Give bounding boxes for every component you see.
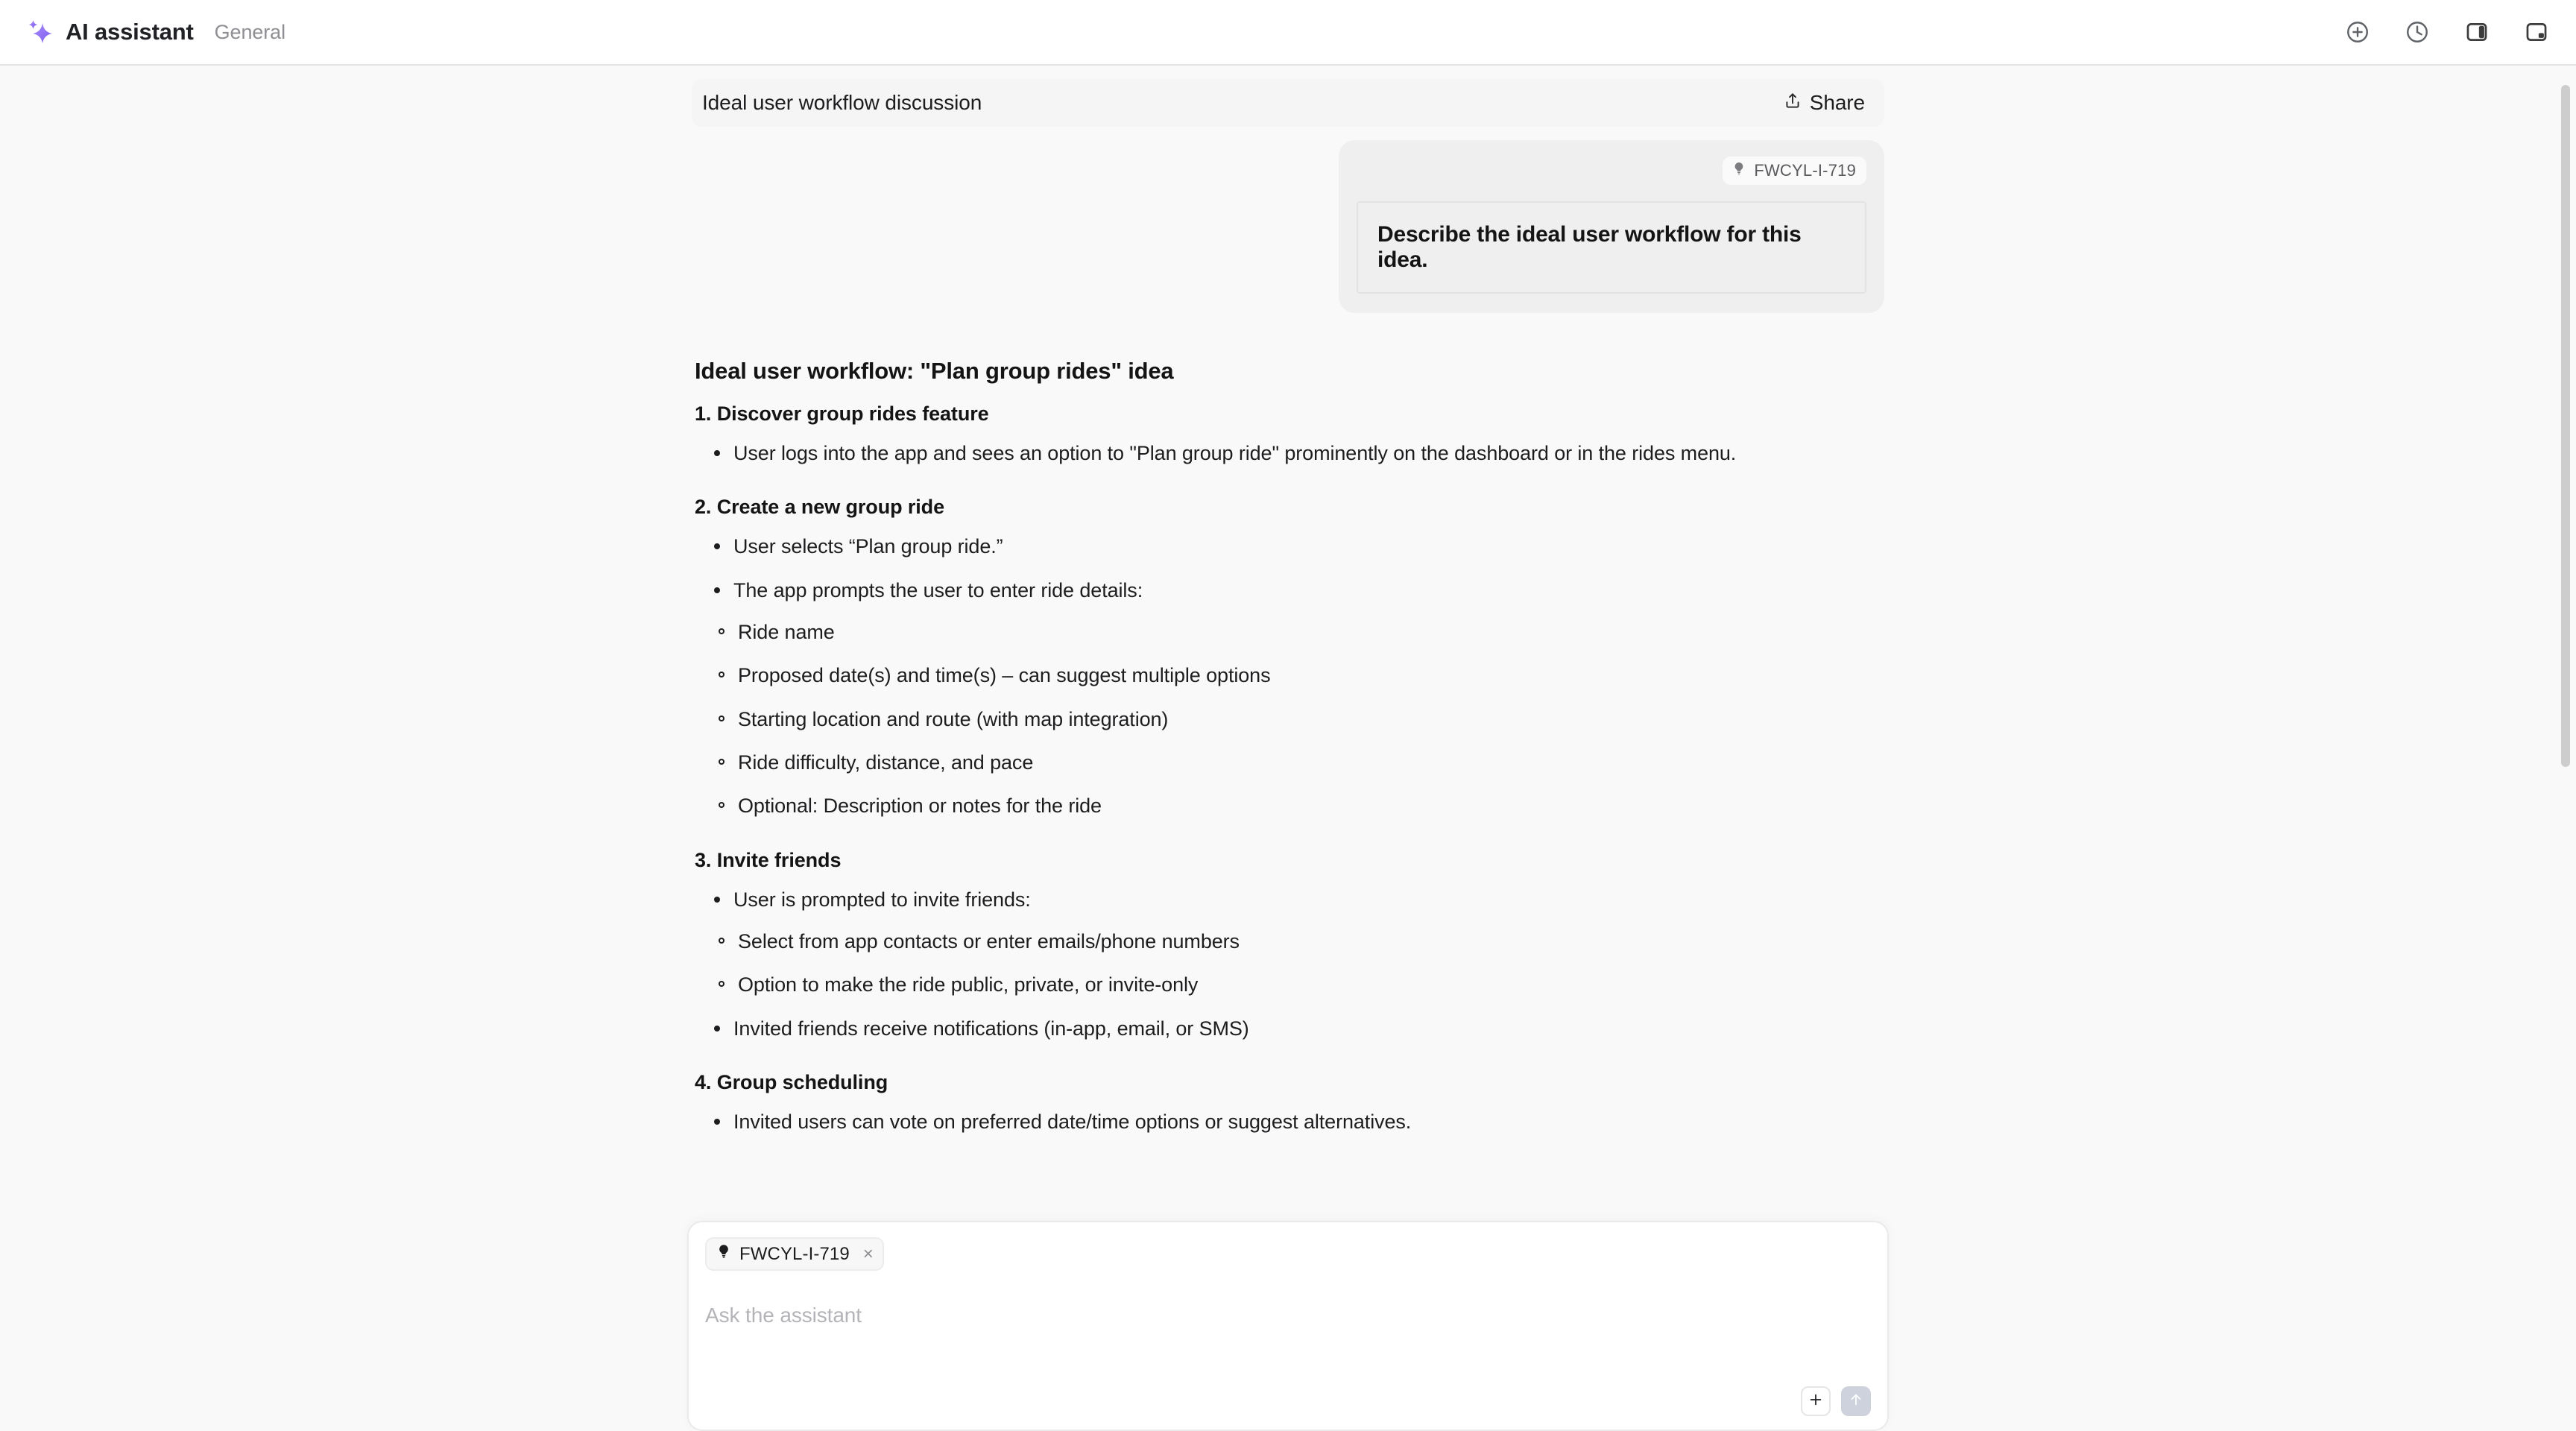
- composer[interactable]: [687, 1221, 1889, 1431]
- top-bar: [0, 0, 2576, 66]
- composer-idea-chip[interactable]: [705, 1237, 884, 1271]
- conversation-column: [692, 66, 1884, 1136]
- user-message-text: Describe the ideal user workflow for this idea.: [1357, 201, 1866, 294]
- close-icon[interactable]: ×: [862, 1243, 874, 1264]
- lightbulb-icon: [1731, 161, 1746, 180]
- user-message-row: [692, 140, 1884, 313]
- arrow-up-icon: [1848, 1391, 1864, 1412]
- answer-sub-list: [695, 618, 1881, 821]
- share-upload-icon: [1783, 91, 1802, 116]
- brand: [25, 17, 285, 47]
- answer-section-list: [695, 1108, 1881, 1136]
- list-item: Option to make the ride public, private, or invite-only: [738, 970, 1881, 999]
- app-title: AI assistant: [66, 19, 194, 45]
- user-message-bubble: [1339, 140, 1884, 313]
- list-item: Select from app contacts or enter emails/phone numbers: [738, 927, 1881, 955]
- plus-icon: [1808, 1391, 1824, 1412]
- answer-section-heading: 4. Group scheduling: [695, 1070, 888, 1093]
- list-item: User selects “Plan group ride.”: [733, 532, 1881, 560]
- composer-input[interactable]: Ask the assistant: [705, 1304, 862, 1327]
- user-message-badge-row: [1357, 157, 1866, 185]
- list-item: Invited users can vote on preferred date/time options or suggest alternatives.: [733, 1108, 1881, 1136]
- idea-reference-chip[interactable]: [1723, 157, 1866, 185]
- list-item: User logs into the app and sees an option to "Plan group ride" prominently on the dashboard or in the rides menu.: [733, 439, 1881, 467]
- assistant-answer: [692, 358, 1884, 1136]
- list-item: Optional: Description or notes for the ride: [738, 792, 1881, 820]
- list-item: The app prompts the user to enter ride details:: [733, 576, 1881, 604]
- sparkle-icon: [25, 17, 55, 47]
- attach-button[interactable]: [1801, 1386, 1831, 1416]
- scrollbar-thumb[interactable]: [2561, 85, 2570, 767]
- panel-right-icon[interactable]: [2463, 18, 2491, 46]
- share-button[interactable]: [1783, 91, 1865, 116]
- composer-chip-label: FWCYL-I-719: [739, 1243, 850, 1264]
- answer-section-heading: 1. Discover group rides feature: [695, 402, 989, 425]
- answer-section-list: [695, 885, 1881, 914]
- share-label: Share: [1809, 91, 1865, 114]
- plus-circle-icon[interactable]: [2343, 18, 2372, 46]
- send-button[interactable]: [1841, 1386, 1871, 1416]
- list-item: Ride name: [738, 618, 1881, 646]
- answer-section-heading: 3. Invite friends: [695, 848, 842, 871]
- list-item: User is prompted to invite friends:: [733, 885, 1881, 914]
- list-item: Invited friends receive notifications (in-app, email, or SMS): [733, 1014, 1881, 1043]
- list-item: Ride difficulty, distance, and pace: [738, 748, 1881, 777]
- scrollbar-track[interactable]: [2555, 66, 2576, 1431]
- composer-actions: [705, 1386, 1871, 1416]
- top-bar-actions: [2343, 18, 2551, 46]
- list-item: Starting location and route (with map integration): [738, 705, 1881, 733]
- lightbulb-icon: [716, 1243, 732, 1265]
- conversation-header: [692, 79, 1884, 127]
- app-subtitle: General: [214, 20, 285, 43]
- answer-section-list: [695, 439, 1881, 467]
- answer-section-heading: 2. Create a new group ride: [695, 496, 944, 519]
- answer-section-list: [695, 532, 1881, 604]
- answer-heading: Ideal user workflow: "Plan group rides" idea: [695, 358, 1174, 384]
- panel-bottom-right-icon[interactable]: [2522, 18, 2551, 46]
- answer-section-list: [695, 1014, 1881, 1043]
- answer-sub-list: [695, 927, 1881, 999]
- conversation-title: Ideal user workflow discussion: [702, 91, 982, 114]
- idea-chip-label: FWCYL-I-719: [1754, 161, 1856, 180]
- clock-history-icon[interactable]: [2403, 18, 2431, 46]
- list-item: Proposed date(s) and time(s) – can suggest multiple options: [738, 661, 1881, 689]
